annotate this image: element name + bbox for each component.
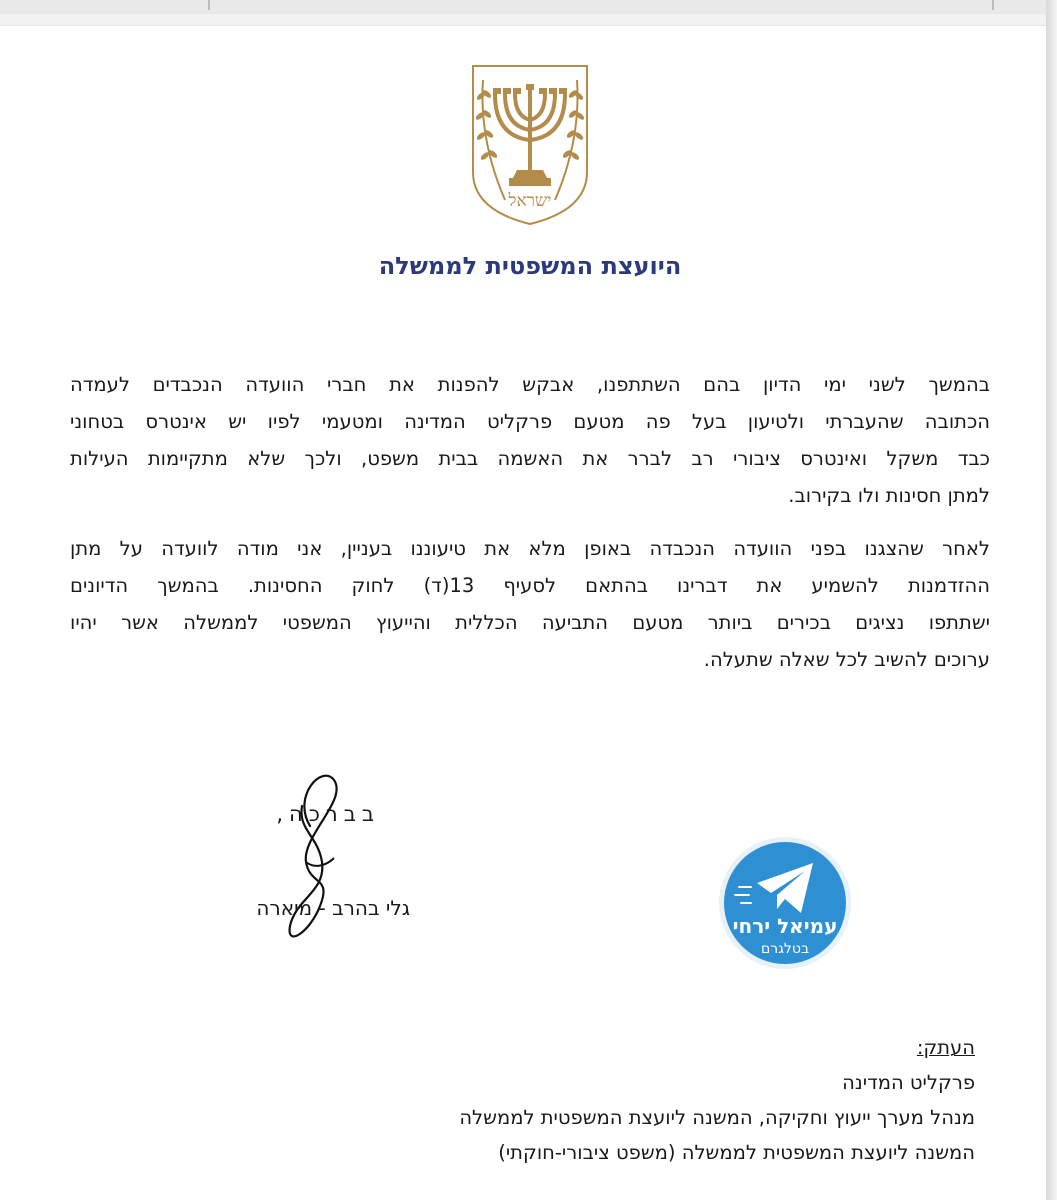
edge-mark [208, 0, 210, 10]
paragraph-line: למתן חסינות ולו בקירוב. [788, 484, 990, 507]
cc-recipient: מנהל מערך ייעוץ וחקיקה, המשנה ליועצת המשפטית לממשלה [459, 1106, 975, 1129]
closing-salutation: בברכה, [276, 802, 380, 826]
cc-recipient: המשנה ליועצת המשפטית לממשלה (משפט ציבורי-חוקתי) [498, 1141, 975, 1164]
paragraph-line: ערוכים להשיב לכל שאלה שתעלה. [703, 648, 990, 671]
cc-section [360, 1030, 975, 1170]
cc-label: העתק: [916, 1036, 975, 1059]
paragraph-line: ישתתפו נציגים בכירים ביותר מטעם התביעה הכללית והייעוץ המשפטי לממשלה אשר יהיו [70, 611, 990, 634]
stamp-subtitle: בטלגרם [760, 941, 810, 957]
top-strip [0, 0, 1057, 14]
edge-mark [992, 0, 994, 10]
signer-name: גלי בהרב - מיארה [256, 896, 410, 920]
paragraph-line: בהמשך לשני ימי הדיון בהם השתתפנו, אבקש להפנות את חברי הוועדה הנכבדים לעמדה [70, 373, 990, 396]
cc-recipient: פרקליט המדינה [842, 1071, 975, 1094]
telegram-stamp [717, 835, 853, 971]
emblem-text: ישראל [508, 191, 552, 211]
office-title: היועצת המשפטית לממשלה [378, 252, 682, 280]
paragraph-line: ההזדמנות להשמיע את דברינו בהתאם לסעיף 13(ד) לחוק החסינות. בהמשך הדיונים [70, 574, 990, 597]
paragraph-line: הכתובה שהעברתי ולטיעון בעל פה מטעם פרקליט המדינה ומטעמי לפיו יש אינטרס בטחוני [70, 410, 990, 433]
paragraph-2 [70, 530, 990, 678]
paragraph-line: לאחר שהצגנו בפני הוועדה הנכבדה באופן מלא את טיעוננו בעניין, אני מודה לוועדה על מתן [70, 537, 990, 560]
stamp-name: עמיאל ירחי [732, 914, 838, 938]
page-edge [1046, 0, 1057, 1200]
signature-icon [262, 766, 382, 956]
paragraph-1 [70, 366, 990, 514]
paragraph-line: כבד משקל ואינטרס ציבורי רב לברר את האשמה בבית משפט, ולכך שלא מתקיימות העילות [70, 447, 990, 470]
menorah-emblem-icon [467, 60, 593, 228]
